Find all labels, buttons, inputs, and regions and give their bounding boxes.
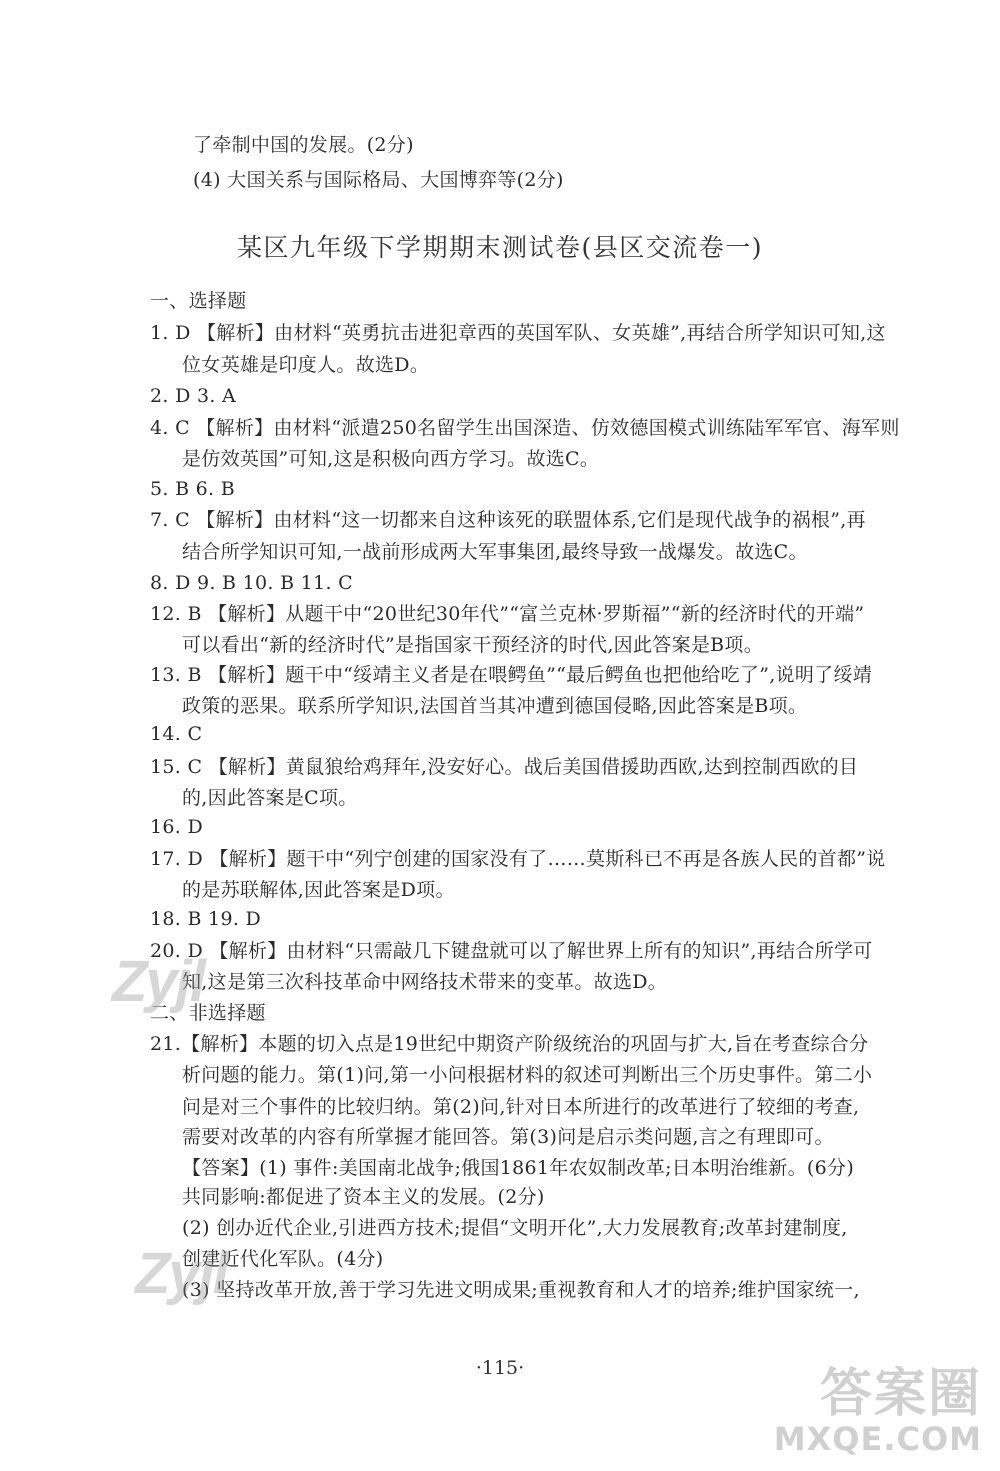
text-line: 需要对改革的内容有所掌握才能回答。第(3)问是启示类问题,言之有理即可。 — [182, 1126, 834, 1148]
text-line: 13. B 【解析】题干中“绥靖主义者是在喂鳄鱼”“最后鳄鱼也把他给吃了”,说明了绥靖 — [150, 664, 873, 686]
text-line: 位女英雄是印度人。故选D。 — [182, 354, 430, 376]
section-heading: 一、选择题 — [150, 290, 247, 312]
text-line: 5. B 6. B — [150, 478, 235, 500]
text-line: 知,这是第三次科技革命中网络技术带来的变革。故选D。 — [182, 971, 668, 993]
watermark-logo: Zyjl — [135, 1241, 227, 1306]
page-number: ·115· — [475, 1357, 525, 1379]
text-line: 政策的恶果。联系所学知识,法国首当其冲遭到德国侵略,因此答案是B项。 — [182, 695, 808, 717]
text-line: (4) 大国关系与国际格局、大国博弈等(2分) — [193, 169, 564, 191]
text-line: 的,因此答案是C项。 — [182, 787, 358, 809]
text-line: 2. D 3. A — [150, 385, 237, 407]
text-line: (3) 坚持改革开放,善于学习先进文明成果;重视教育和人才的培养;维护国家统一, — [182, 1279, 860, 1301]
watermark-corner-url: MXQE.COM — [773, 1420, 982, 1458]
text-line: 17. D 【解析】题干中“列宁创建的国家没有了……莫斯科已不再是各族人民的首都”说 — [150, 848, 886, 870]
section-title: 某区九年级下学期期末测试卷(县区交流卷一) — [236, 233, 763, 262]
text-line: 是仿效英国”可知,这是积极向西方学习。故选C。 — [182, 448, 600, 470]
text-line: 15. C 【解析】黄鼠狼给鸡拜年,没安好心。战后美国借援助西欧,达到控制西欧的目 — [150, 756, 859, 778]
text-line: 14. C — [150, 723, 203, 745]
text-line: 12. B 【解析】从题干中“20世纪30年代”“富兰克林·罗斯福”“新的经济时代的开端” — [150, 603, 865, 625]
text-line: 可以看出“新的经济时代”是指国家干预经济的时代,因此答案是B项。 — [182, 634, 764, 656]
watermark-corner-logo: 答案圈 — [819, 1364, 982, 1424]
text-line: 8. D 9. B 10. B 11. C — [150, 572, 353, 594]
text-line: 20. D 【解析】由材料“只需敲几下键盘就可以了解世界上所有的知识”,再结合所学可 — [150, 940, 873, 962]
section-heading: 二、非选择题 — [150, 1002, 266, 1024]
text-line: 7. C 【解析】由材料“这一切都来自这种该死的联盟体系,它们是现代战争的祸根”,再 — [150, 509, 866, 531]
text-line: 21.【解析】本题的切入点是19世纪中期资产阶级统治的巩固与扩大,旨在考查综合分 — [150, 1033, 869, 1055]
text-line: 的是苏联解体,因此答案是D项。 — [182, 879, 455, 901]
text-line: 了牵制中国的发展。(2分) — [193, 134, 414, 156]
text-line: 18. B 19. D — [150, 908, 262, 930]
text-line: 创建近代化军队。(4分) — [182, 1248, 384, 1270]
text-line: 析问题的能力。第(1)问,第一小问根据材料的叙述可判断出三个历史事件。第二小 — [182, 1064, 873, 1086]
text-line: 4. C 【解析】由材料“派遣250名留学生出国深造、仿效德国模式训练陆军军官、海军则 — [150, 417, 900, 439]
text-line: 问是对三个事件的比较归纳。第(2)问,针对日本所进行的改革进行了较细的考查, — [182, 1096, 860, 1118]
text-line: 共同影响:都促进了资本主义的发展。(2分) — [182, 1186, 545, 1208]
text-line: 1. D 【解析】由材料“英勇抗击进犯章西的英国军队、女英雄”,再结合所学知识可知,这 — [150, 322, 886, 344]
text-line: (2) 创办近代企业,引进西方技术;提倡“文明开化”,大力发展教育;改革封建制度, — [182, 1217, 848, 1239]
watermark-corner — [732, 1366, 982, 1461]
text-line: 【答案】(1) 事件:美国南北战争;俄国1861年农奴制改革;日本明治维新。(6分) — [182, 1157, 855, 1179]
text-line: 16. D — [150, 816, 203, 838]
text-line: 结合所学知识可知,一战前形成两大军事集团,最终导致一战爆发。故选C。 — [182, 541, 808, 563]
watermark-logo: Zyjl — [112, 949, 204, 1014]
